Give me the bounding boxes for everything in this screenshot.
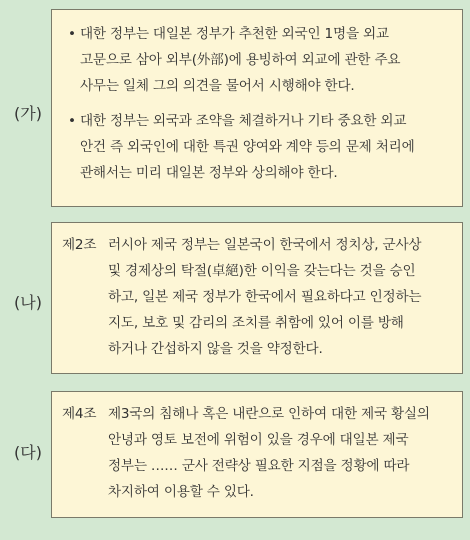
text-line: 안녕과 영토 보전에 위험이 있을 경우에 대일본 제국	[108, 432, 409, 448]
text-line: • 대한 정부는 대일본 정부가 추천한 외국인 1명을 외교	[80, 26, 389, 42]
section-box-ga	[51, 9, 463, 207]
text-line: 및 경제상의 탁절(卓絕)한 이익을 갖는다는 것을 승인	[108, 263, 416, 279]
text-line: 고문으로 삼아 외부(外部)에 용빙하여 외교에 관한 주요	[80, 52, 401, 68]
text-line: 정부는 …… 군사 전략상 필요한 지점을 정황에 따라	[108, 458, 410, 474]
article-number: 제4조	[62, 406, 97, 422]
section-box-na	[51, 222, 463, 374]
text-line: 지도, 보호 및 감리의 조치를 취함에 있어 이를 방해	[108, 315, 404, 331]
text-line: 제2조 러시아 제국 정부는 일본국이 한국에서 정치상, 군사상	[62, 232, 454, 258]
section-label-da: (다)	[14, 443, 42, 462]
article-text	[62, 232, 454, 362]
bullet-item	[62, 21, 454, 99]
article-number: 제2조	[62, 237, 97, 253]
section-label-ga: (가)	[14, 104, 42, 123]
bullet-item	[62, 108, 454, 186]
section-box-da	[51, 391, 463, 518]
article-text	[62, 401, 454, 505]
text-line: 안건 즉 외국인에 대한 특권 양여와 계약 등의 문제 처리에	[80, 139, 415, 155]
text-line: 제4조 제3국의 침해나 혹은 내란으로 인하여 대한 제국 황실의	[62, 401, 454, 427]
text-line: 차지하여 이용할 수 있다.	[108, 484, 254, 500]
text-line: • 대한 정부는 외국과 조약을 체결하거나 기타 중요한 외교	[80, 113, 407, 129]
text-line: 하고, 일본 제국 정부가 한국에서 필요하다고 인정하는	[108, 289, 422, 305]
text-line: 사무는 일체 그의 의견을 물어서 시행해야 한다.	[80, 78, 355, 94]
text-line: 하거나 간섭하지 않을 것을 약정한다.	[108, 341, 323, 357]
section-label-na: (나)	[14, 293, 42, 312]
text-line: 관해서는 미리 대일본 정부와 상의해야 한다.	[80, 165, 338, 181]
